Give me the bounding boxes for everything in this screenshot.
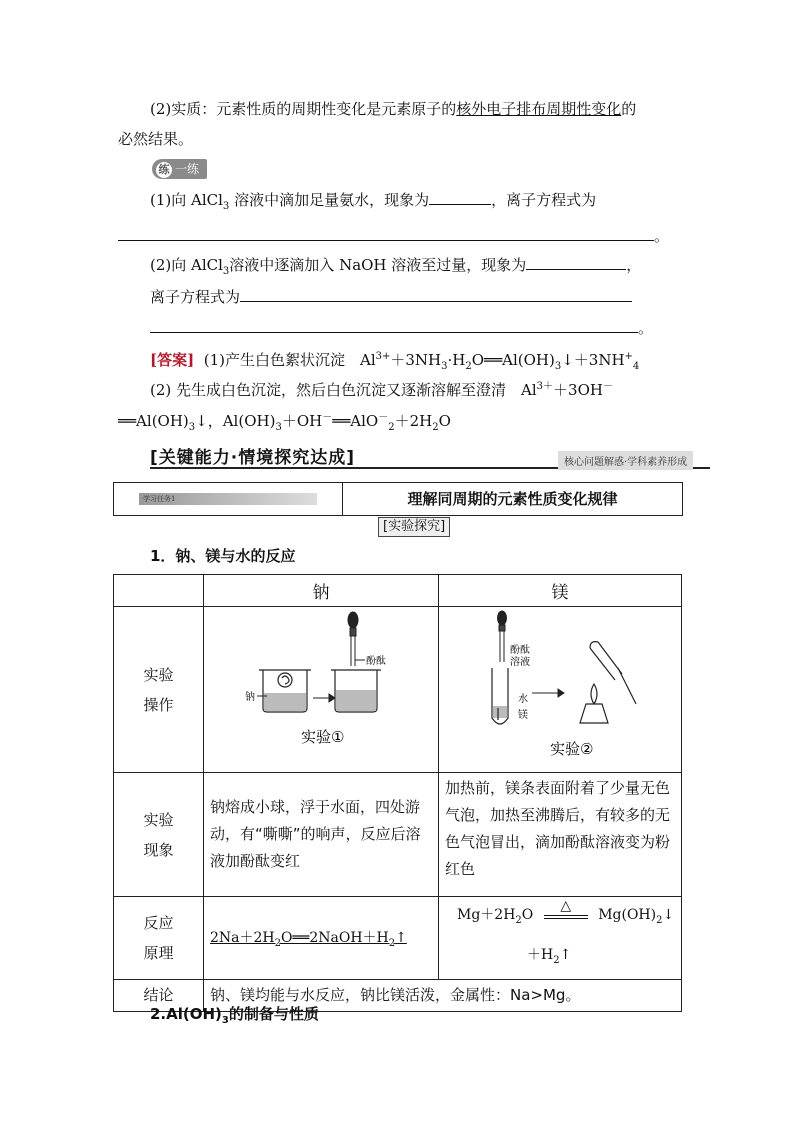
task-title: 理解同周期的元素性质变化规律 [407,490,618,508]
label-na: 钠 [245,692,255,703]
label-phenol-2: 溶液 [510,657,530,668]
na-equation: $2Na+2H_2O══2NaOH+H_2↑$ [204,897,439,980]
na-diagram-cell [204,607,439,773]
experiment-table [113,574,682,1012]
answer-blank[interactable] [429,190,491,205]
question-2-line3: 。 [150,314,653,342]
dropper-icon [348,612,365,666]
caption-exp2: 实验② [550,740,594,758]
arrow-icon [313,694,335,702]
answer-blank[interactable] [118,226,654,241]
answer-blank[interactable] [526,255,626,270]
row-label-operation: 实验 操作 [114,607,204,773]
question-2-line2: 离子方程式为 [150,283,632,311]
label-mg: 镁 [518,710,528,721]
test-tube-icon [492,668,508,724]
question-2: (2)向 AlCl$_3$溶液中逐滴加入 NaOH 溶液至过量，现象为 ， [150,256,642,277]
label-phenolphthalein: 酚酞 [366,656,386,667]
na-experiment-diagram [205,608,437,767]
key-phrase: 核外电子排布周期性变化 [456,100,622,118]
task-box [113,482,683,516]
answer-label: [答案] [150,351,195,369]
label-phenol-1: 酚酞 [510,645,530,656]
col-header-mg: 镁 [439,575,682,607]
practice-icon: 练 [156,162,172,178]
answer-blank[interactable] [150,318,638,333]
practice-badge: 练 一练 [152,159,207,179]
row-label-phenomenon: 实验 现象 [114,773,204,897]
section-tag: 核心问题解惑·学科素养形成 [558,451,693,470]
na-phenomenon: 钠熔成小球，浮于水面，四处游动，有“嘶嘶”的响声，反应后溶液加酚酞变红 [204,773,439,897]
mg-phenomenon: 加热前，镁条表面附着了少量无色气泡，加热至沸腾后，有较多的无色气泡冒出，滴加酚酞溶液变为粉红色 [439,773,682,897]
essence-paragraph-line2: 必然结果。 [118,130,194,148]
heat-symbol: △ [560,898,572,914]
answer-2: (2) 先生成白色沉淀，然后白色沉淀又逐渐溶解至澄清 $Al^{3+}+3OH^-$ [150,381,613,399]
caption-exp1: 实验① [301,728,345,746]
explore-label: [实验探究] [378,517,450,537]
subhead-1: 1．钠、镁与水的反应 [150,547,296,565]
burner-icon [580,642,636,723]
question-1: (1)向 AlCl$_3$ 溶液中滴加足量氨水，现象为 ，离子方程式为 [150,191,597,212]
essence-paragraph: (2)实质：元素性质的周期性变化是元素原子的核外电子排布周期性变化的 [150,100,637,118]
header-empty [114,575,204,607]
task-label-cell [114,483,343,515]
answer-blank[interactable] [240,287,632,302]
label-water: 水 [518,694,528,705]
conclusion: 钠、镁均能与水反应，钠比镁活泼，金属性：Na>Mg。 [204,979,682,1011]
task-label: 学习任务1 [139,493,317,505]
mg-experiment-diagram [440,608,680,767]
answer-2-line2: $══Al(OH)_3↓$，$Al(OH)_3+OH^-══AlO^-_2+2H_2O$ [118,412,451,433]
col-header-na: 钠 [204,575,439,607]
section-title: [关键能力·情境探究达成] [150,448,355,468]
row-label-conclusion: 结论 [114,979,204,1011]
answer-1: [答案] (1)产生白色絮状沉淀 $Al^{3+}+3NH_3\cdot H_2O══Al(OH)_3↓+3NH^+_4$ [150,351,640,372]
mg-diagram-cell [439,607,682,773]
row-label-principle: 反应 原理 [114,897,204,980]
mg-equation: $Mg+2H_2O$ △ $Mg(OH)_2↓$ $+H_2↑$ [439,897,682,980]
question-1-line2: 。 [118,222,669,250]
subhead-2: $2.Al(OH)_3$的制备与性质 [150,1005,319,1026]
beaker-icon [259,670,311,712]
